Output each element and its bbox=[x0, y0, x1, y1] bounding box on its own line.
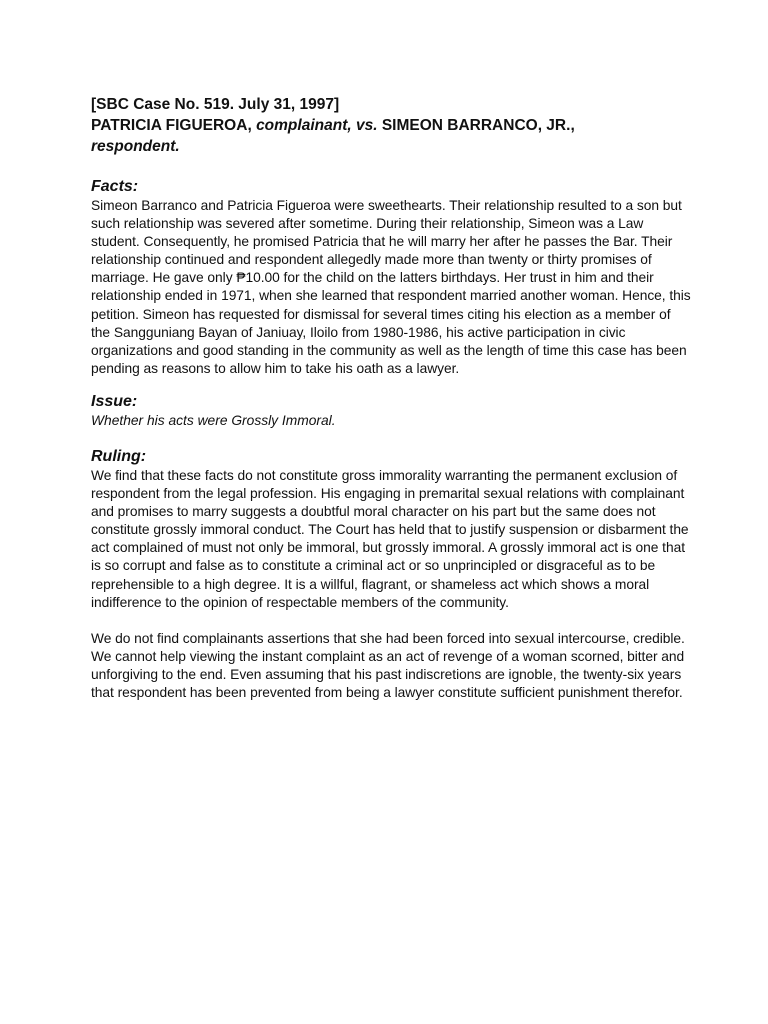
facts-heading: Facts: bbox=[91, 178, 139, 195]
ruling-paragraph-2: We do not find complainants assertions that she had been forced into sexual intercourse, credible. We cannot help viewing the instant complaint as an act of revenge of a woman scorned, bitter and unforgiving to the end. Even assuming that his past indiscretions are ignoble, the twenty-six years that respondent has been prevented from being a lawyer constitute sufficient punishment therefor. bbox=[91, 630, 685, 700]
complainant-role: complainant, vs. bbox=[256, 117, 378, 134]
ruling-paragraph-1: We find that these facts do not constitute gross immorality warranting the permanent exclusion of respondent from the legal profession. His engaging in premarital sexual relations with complainant and promises to marry suggests a doubtful moral character on his part but the same does not constitute grossly immoral conduct. The Court has held that to justify suspension or disbarment the act complained of must not only be immoral, but grossly immoral. A grossly immoral act is one that is so corrupt and false as to constitute a criminal act or so unprincipled or disgraceful as to be reprehensible to a high degree. It is a willful, flagrant, or shameless act which shows a moral indifference to the opinion of respectable members of the community. bbox=[91, 467, 689, 610]
ruling-heading: Ruling: bbox=[91, 447, 147, 465]
facts-paragraph: Simeon Barranco and Patricia Figueroa were sweethearts. Their relationship resulted to a son but such relationship was severed after sometime. During their relationship, Simeon was a Law student. Consequently, he promised Patricia that he will marry her after he passes the Bar. Their relationship continued and respondent allegedly made more than twenty or thirty promises of marriage. He gave only ₱10.00 for the child on the latters birthdays. Her trust in him and their relationship ended in 1971, when she learned that respondent married another woman. Hence, this petition. Simeon has requested for dismissal for several times citing his election as a member of the Sangguniang Bayan of Janiuay, Iloilo from 1980-1986, his active participation in civic organizations and good standing in the community as well as the length of time this case has been pending as reasons to allow him to take his oath as a lawyer. bbox=[91, 198, 691, 376]
respondent-role: respondent. bbox=[91, 138, 180, 155]
case-header: [SBC Case No. 519. July 31, 1997] PATRICIA FIGUEROA, complainant, vs. SIMEON BARRANCO, JR., respondent. bbox=[91, 96, 575, 155]
document-page bbox=[91, 94, 691, 702]
issue-paragraph: Whether his acts were Grossly Immoral. bbox=[91, 412, 336, 428]
complainant-name: PATRICIA FIGUEROA bbox=[91, 117, 248, 134]
issue-heading: Issue: bbox=[91, 392, 138, 410]
respondent-name: SIMEON BARRANCO, JR. bbox=[381, 117, 571, 134]
case-reference: [SBC Case No. 519. July 31, 1997] bbox=[91, 96, 340, 113]
